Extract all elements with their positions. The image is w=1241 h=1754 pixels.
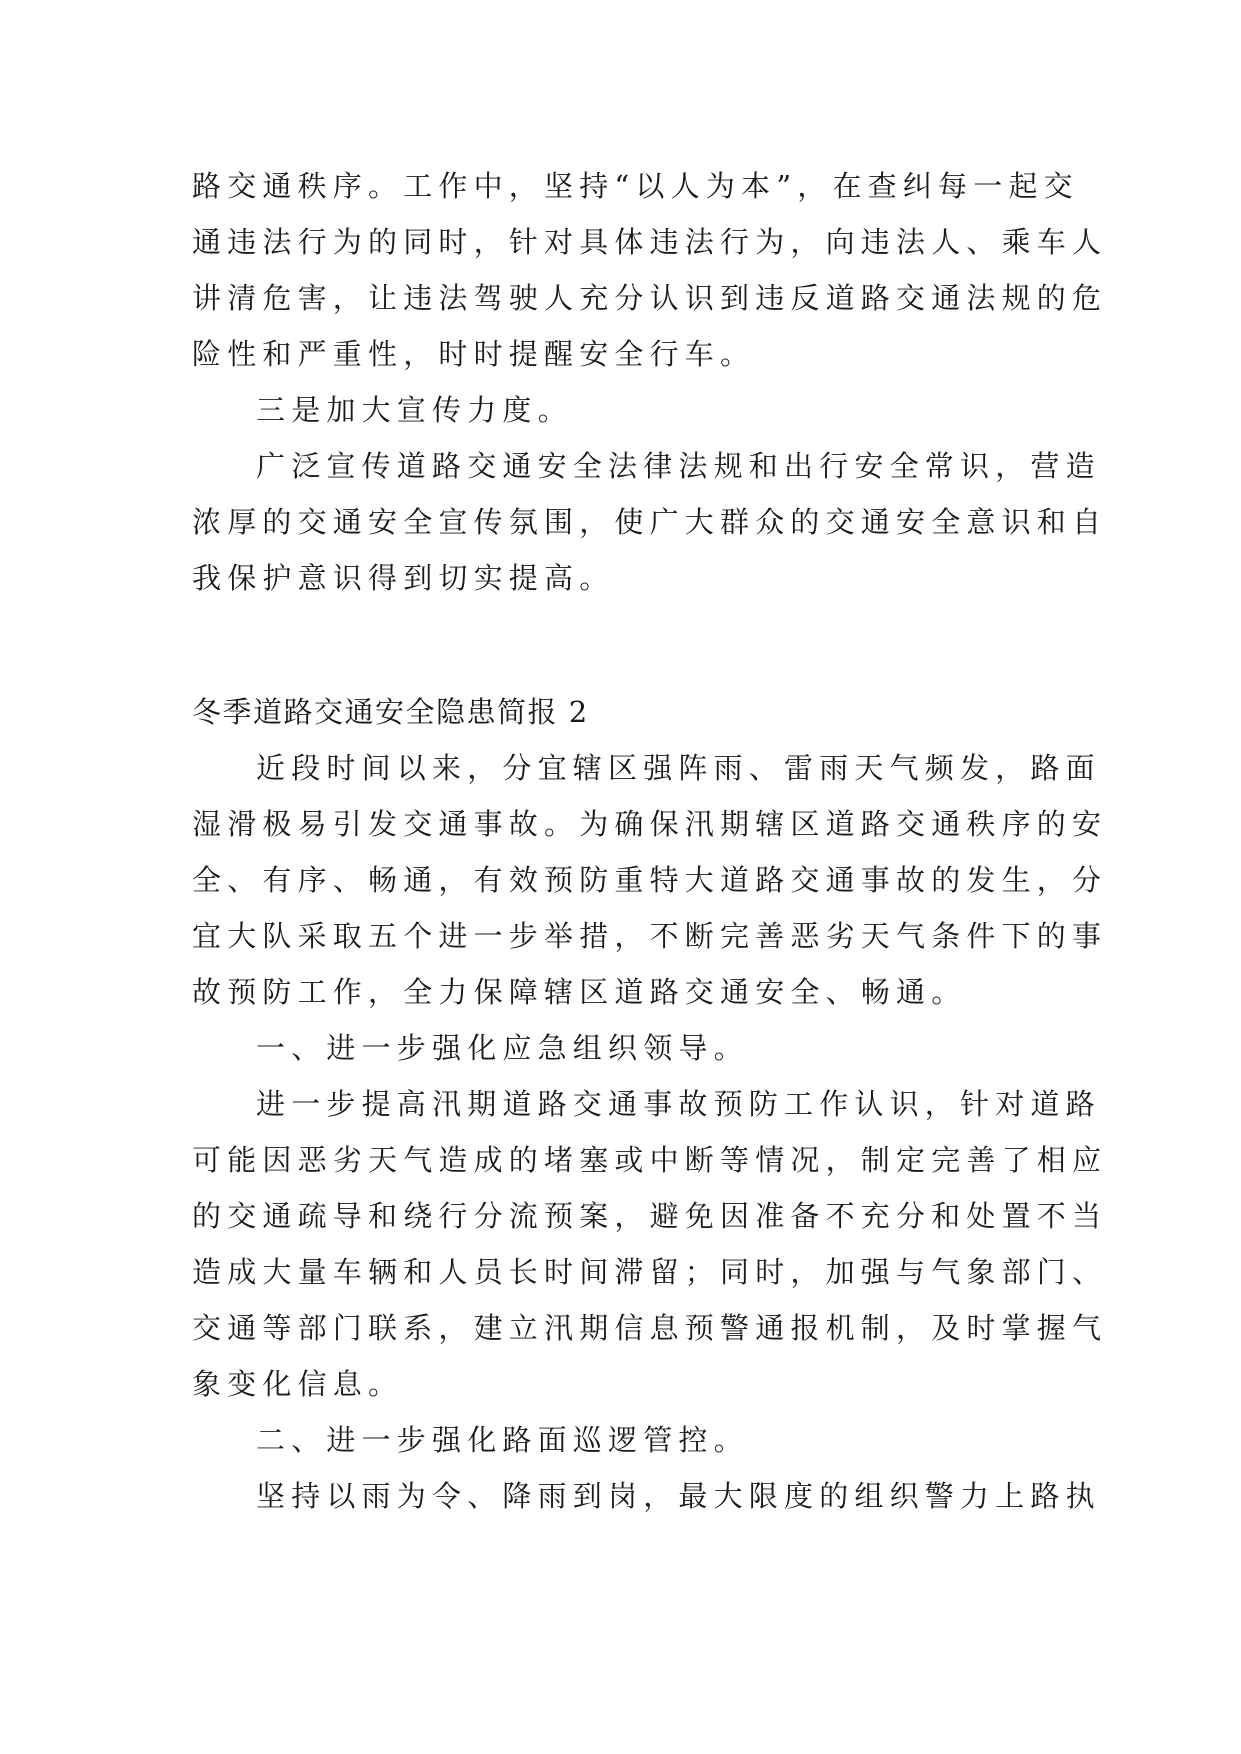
body-line: 讲清危害，让违法驾驶人充分认识到违反道路交通法规的危 bbox=[192, 281, 1108, 315]
section-title: 一、进一步强化应急组织领导。 bbox=[256, 1031, 749, 1065]
body-line: 进一步提高汛期道路交通事故预防工作认识，针对道路 bbox=[256, 1087, 1101, 1121]
body-line: 交通等部门联系，建立汛期信息预警通报机制，及时掌握气 bbox=[192, 1311, 1108, 1345]
section-title: 三是加大宣传力度。 bbox=[256, 393, 573, 427]
body-line: 全、有序、畅通，有效预防重特大道路交通事故的发生，分 bbox=[192, 863, 1108, 897]
document-heading: 冬季道路交通安全隐患简报 2 bbox=[192, 695, 589, 729]
body-line: 我保护意识得到切实提高。 bbox=[192, 561, 615, 595]
body-line: 可能因恶劣天气造成的堵塞或中断等情况，制定完善了相应 bbox=[192, 1143, 1108, 1177]
body-line: 广泛宣传道路交通安全法律法规和出行安全常识，营造 bbox=[256, 449, 1101, 483]
body-line: 宜大队采取五个进一步举措，不断完善恶劣天气条件下的事 bbox=[192, 919, 1108, 953]
body-line: 通违法行为的同时，针对具体违法行为，向违法人、乘车人 bbox=[192, 225, 1108, 259]
body-line: 象变化信息。 bbox=[192, 1367, 404, 1401]
document-part-2 bbox=[192, 684, 1108, 1524]
body-line: 近段时间以来，分宜辖区强阵雨、雷雨天气频发，路面 bbox=[256, 751, 1101, 785]
body-line: 湿滑极易引发交通事故。为确保汛期辖区道路交通秩序的安 bbox=[192, 807, 1108, 841]
body-line: 故预防工作，全力保障辖区道路交通安全、畅通。 bbox=[192, 975, 967, 1009]
document-part-1 bbox=[192, 158, 1108, 606]
body-line: 浓厚的交通安全宣传氛围，使广大群众的交通安全意识和自 bbox=[192, 505, 1108, 539]
body-line: 的交通疏导和绕行分流预案，避免因准备不充分和处置不当 bbox=[192, 1199, 1108, 1233]
body-line: 造成大量车辆和人员长时间滞留；同时，加强与气象部门、 bbox=[192, 1255, 1108, 1289]
body-line: 路交通秩序。工作中，坚持“以人为本”，在查纠每一起交 bbox=[192, 169, 1079, 203]
section-title: 二、进一步强化路面巡逻管控。 bbox=[256, 1423, 749, 1457]
body-line: 险性和严重性，时时提醒安全行车。 bbox=[192, 337, 756, 371]
body-line: 坚持以雨为令、降雨到岗，最大限度的组织警力上路执 bbox=[256, 1479, 1101, 1513]
